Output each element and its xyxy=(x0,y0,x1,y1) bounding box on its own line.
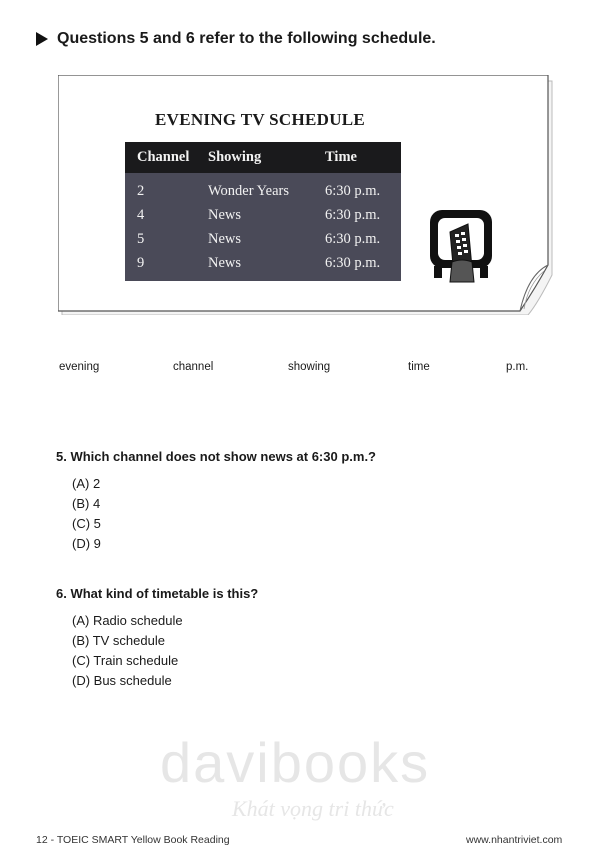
question-5-text: 5. Which channel does not show news at 6:30 p.m.? xyxy=(56,449,376,464)
cell-channel: 9 xyxy=(125,251,196,281)
question-5-option-c: (C) 5 xyxy=(72,516,101,531)
tv-remote-icon xyxy=(428,206,494,284)
question-6-option-a: (A) Radio schedule xyxy=(72,613,183,628)
tv-schedule-table xyxy=(125,142,401,281)
question-6-option-d: (D) Bus schedule xyxy=(72,673,172,688)
cell-showing: News xyxy=(196,203,313,227)
question-6-text: 6. What kind of timetable is this? xyxy=(56,586,259,601)
cell-time: 6:30 p.m. xyxy=(313,227,401,251)
cell-showing: News xyxy=(196,251,313,281)
footer-website: www.nhantriviet.com xyxy=(466,834,563,846)
cell-channel: 4 xyxy=(125,203,196,227)
section-header-text: Questions 5 and 6 refer to the following schedule. xyxy=(57,30,436,47)
vocab-word: channel xyxy=(173,361,214,373)
table-row xyxy=(125,227,401,251)
vocab-word: showing xyxy=(288,361,331,373)
question-5-option-d: (D) 9 xyxy=(72,536,101,551)
cell-channel: 2 xyxy=(125,173,196,203)
column-header-channel: Channel xyxy=(125,142,196,173)
watermark-slogan: Khát vọng tri thức xyxy=(232,796,394,821)
table-header-row xyxy=(125,142,401,173)
cell-time: 6:30 p.m. xyxy=(313,173,401,203)
question-6-option-c: (C) Train schedule xyxy=(72,653,179,668)
play-arrow-icon xyxy=(36,32,48,46)
column-header-showing: Showing xyxy=(196,142,313,173)
table-row xyxy=(125,173,401,203)
vocab-word: time xyxy=(408,361,430,373)
section-header xyxy=(36,30,436,48)
vocab-word: p.m. xyxy=(506,361,529,373)
table-row xyxy=(125,251,401,281)
vocab-word: evening xyxy=(59,361,100,373)
column-header-time: Time xyxy=(313,142,401,173)
question-6-option-b: (B) TV schedule xyxy=(72,633,165,648)
footer-page-info: 12 - TOEIC SMART Yellow Book Reading xyxy=(36,834,230,846)
cell-showing: Wonder Years xyxy=(196,173,313,203)
schedule-title: EVENING TV SCHEDULE xyxy=(155,110,366,129)
cell-showing: News xyxy=(196,227,313,251)
question-5-option-a: (A) 2 xyxy=(72,476,101,491)
question-5-option-b: (B) 4 xyxy=(72,496,101,511)
watermark-brand: davibooks xyxy=(160,731,431,794)
table-row xyxy=(125,203,401,227)
cell-channel: 5 xyxy=(125,227,196,251)
cell-time: 6:30 p.m. xyxy=(313,203,401,227)
cell-time: 6:30 p.m. xyxy=(313,251,401,281)
